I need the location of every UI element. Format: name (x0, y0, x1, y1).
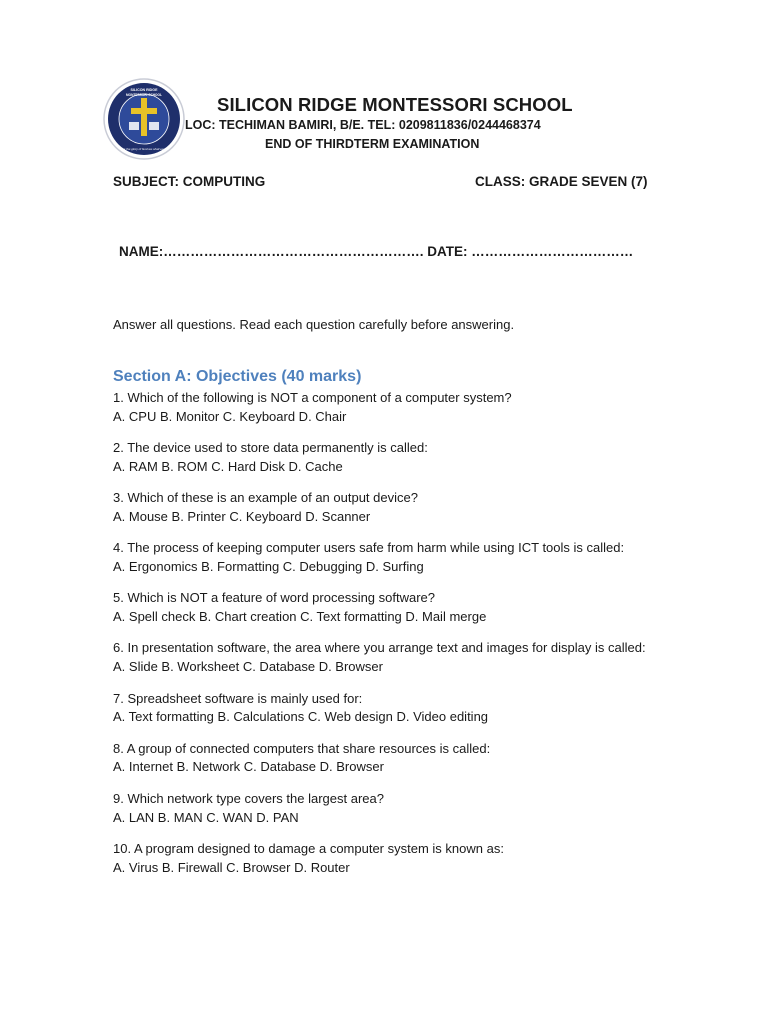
question-list (113, 389, 653, 890)
question-text: 2. The device used to store data permanently is called: (113, 440, 428, 456)
question-item (113, 439, 653, 477)
question-options: A. LAN B. MAN C. WAN D. PAN (113, 809, 299, 825)
question-item (113, 489, 653, 527)
question-options: A. Virus B. Firewall C. Browser D. Router (113, 859, 350, 875)
question-item (113, 690, 653, 728)
subject-label: SUBJECT: COMPUTING (113, 174, 266, 189)
question-item (113, 790, 653, 828)
section-a-heading: Section A: Objectives (40 marks) (113, 368, 362, 385)
question-options: A. Slide B. Worksheet C. Database D. Browser (113, 659, 383, 675)
question-text: 3. Which of these is an example of an output device? (113, 490, 418, 506)
question-options: A. Spell check B. Chart creation C. Text formatting D. Mail merge (113, 609, 487, 625)
question-item (113, 539, 653, 577)
class-label: CLASS: GRADE SEVEN (7) (475, 174, 648, 189)
school-name: SILICON RIDGE MONTESSORI SCHOOL (217, 94, 573, 115)
question-options: A. Text formatting B. Calculations C. Web design D. Video editing (113, 709, 489, 725)
question-text: 8. A group of connected computers that share resources is called: (113, 740, 491, 756)
school-logo (103, 78, 185, 160)
school-crest-icon (103, 78, 185, 160)
question-options: A. RAM B. ROM C. Hard Disk D. Cache (113, 458, 343, 474)
logo-text-mid: MONTESSORI SCHOOL (126, 93, 162, 97)
question-text: 4. The process of keeping computer users safe from harm while using ICT tools is called: (113, 540, 625, 556)
question-text: 5. Which is NOT a feature of word processing software? (113, 590, 436, 606)
question-item (113, 740, 653, 778)
question-text: 1. Which of the following is NOT a component of a computer system? (113, 390, 512, 405)
instructions: Answer all questions. Read each question carefully before answering. (113, 317, 515, 332)
question-item (113, 639, 653, 677)
exam-title: END OF THIRDTERM EXAMINATION (265, 137, 480, 151)
question-options: A. Internet B. Network C. Database D. Browser (113, 759, 384, 775)
question-item (113, 389, 653, 427)
question-options: A. CPU B. Monitor C. Keyboard D. Chair (113, 408, 347, 424)
question-text: 9. Which network type covers the largest area? (113, 790, 384, 806)
question-text: 10. A program designed to damage a computer system is known as: (113, 840, 504, 856)
school-location-phone: LOC: TECHIMAN BAMIRI, B/E. TEL: 0209811836/0244468374 (185, 118, 541, 132)
question-item (113, 840, 653, 878)
name-date-line: NAME:…………………………………………………. DATE: ……………………………… (119, 244, 634, 259)
question-text: 6. In presentation software, the area where you arrange text and images for display is called: (113, 640, 646, 656)
logo-text-top: SILICON RIDGE (130, 88, 158, 92)
question-options: A. Mouse B. Printer C. Keyboard D. Scanner (113, 508, 371, 524)
question-options: A. Ergonomics B. Formatting C. Debugging D. Surfing (113, 559, 424, 575)
logo-motto: For the glory of God we shall excel (120, 147, 168, 151)
question-text: 7. Spreadsheet software is mainly used for: (113, 690, 363, 706)
question-item (113, 589, 653, 627)
